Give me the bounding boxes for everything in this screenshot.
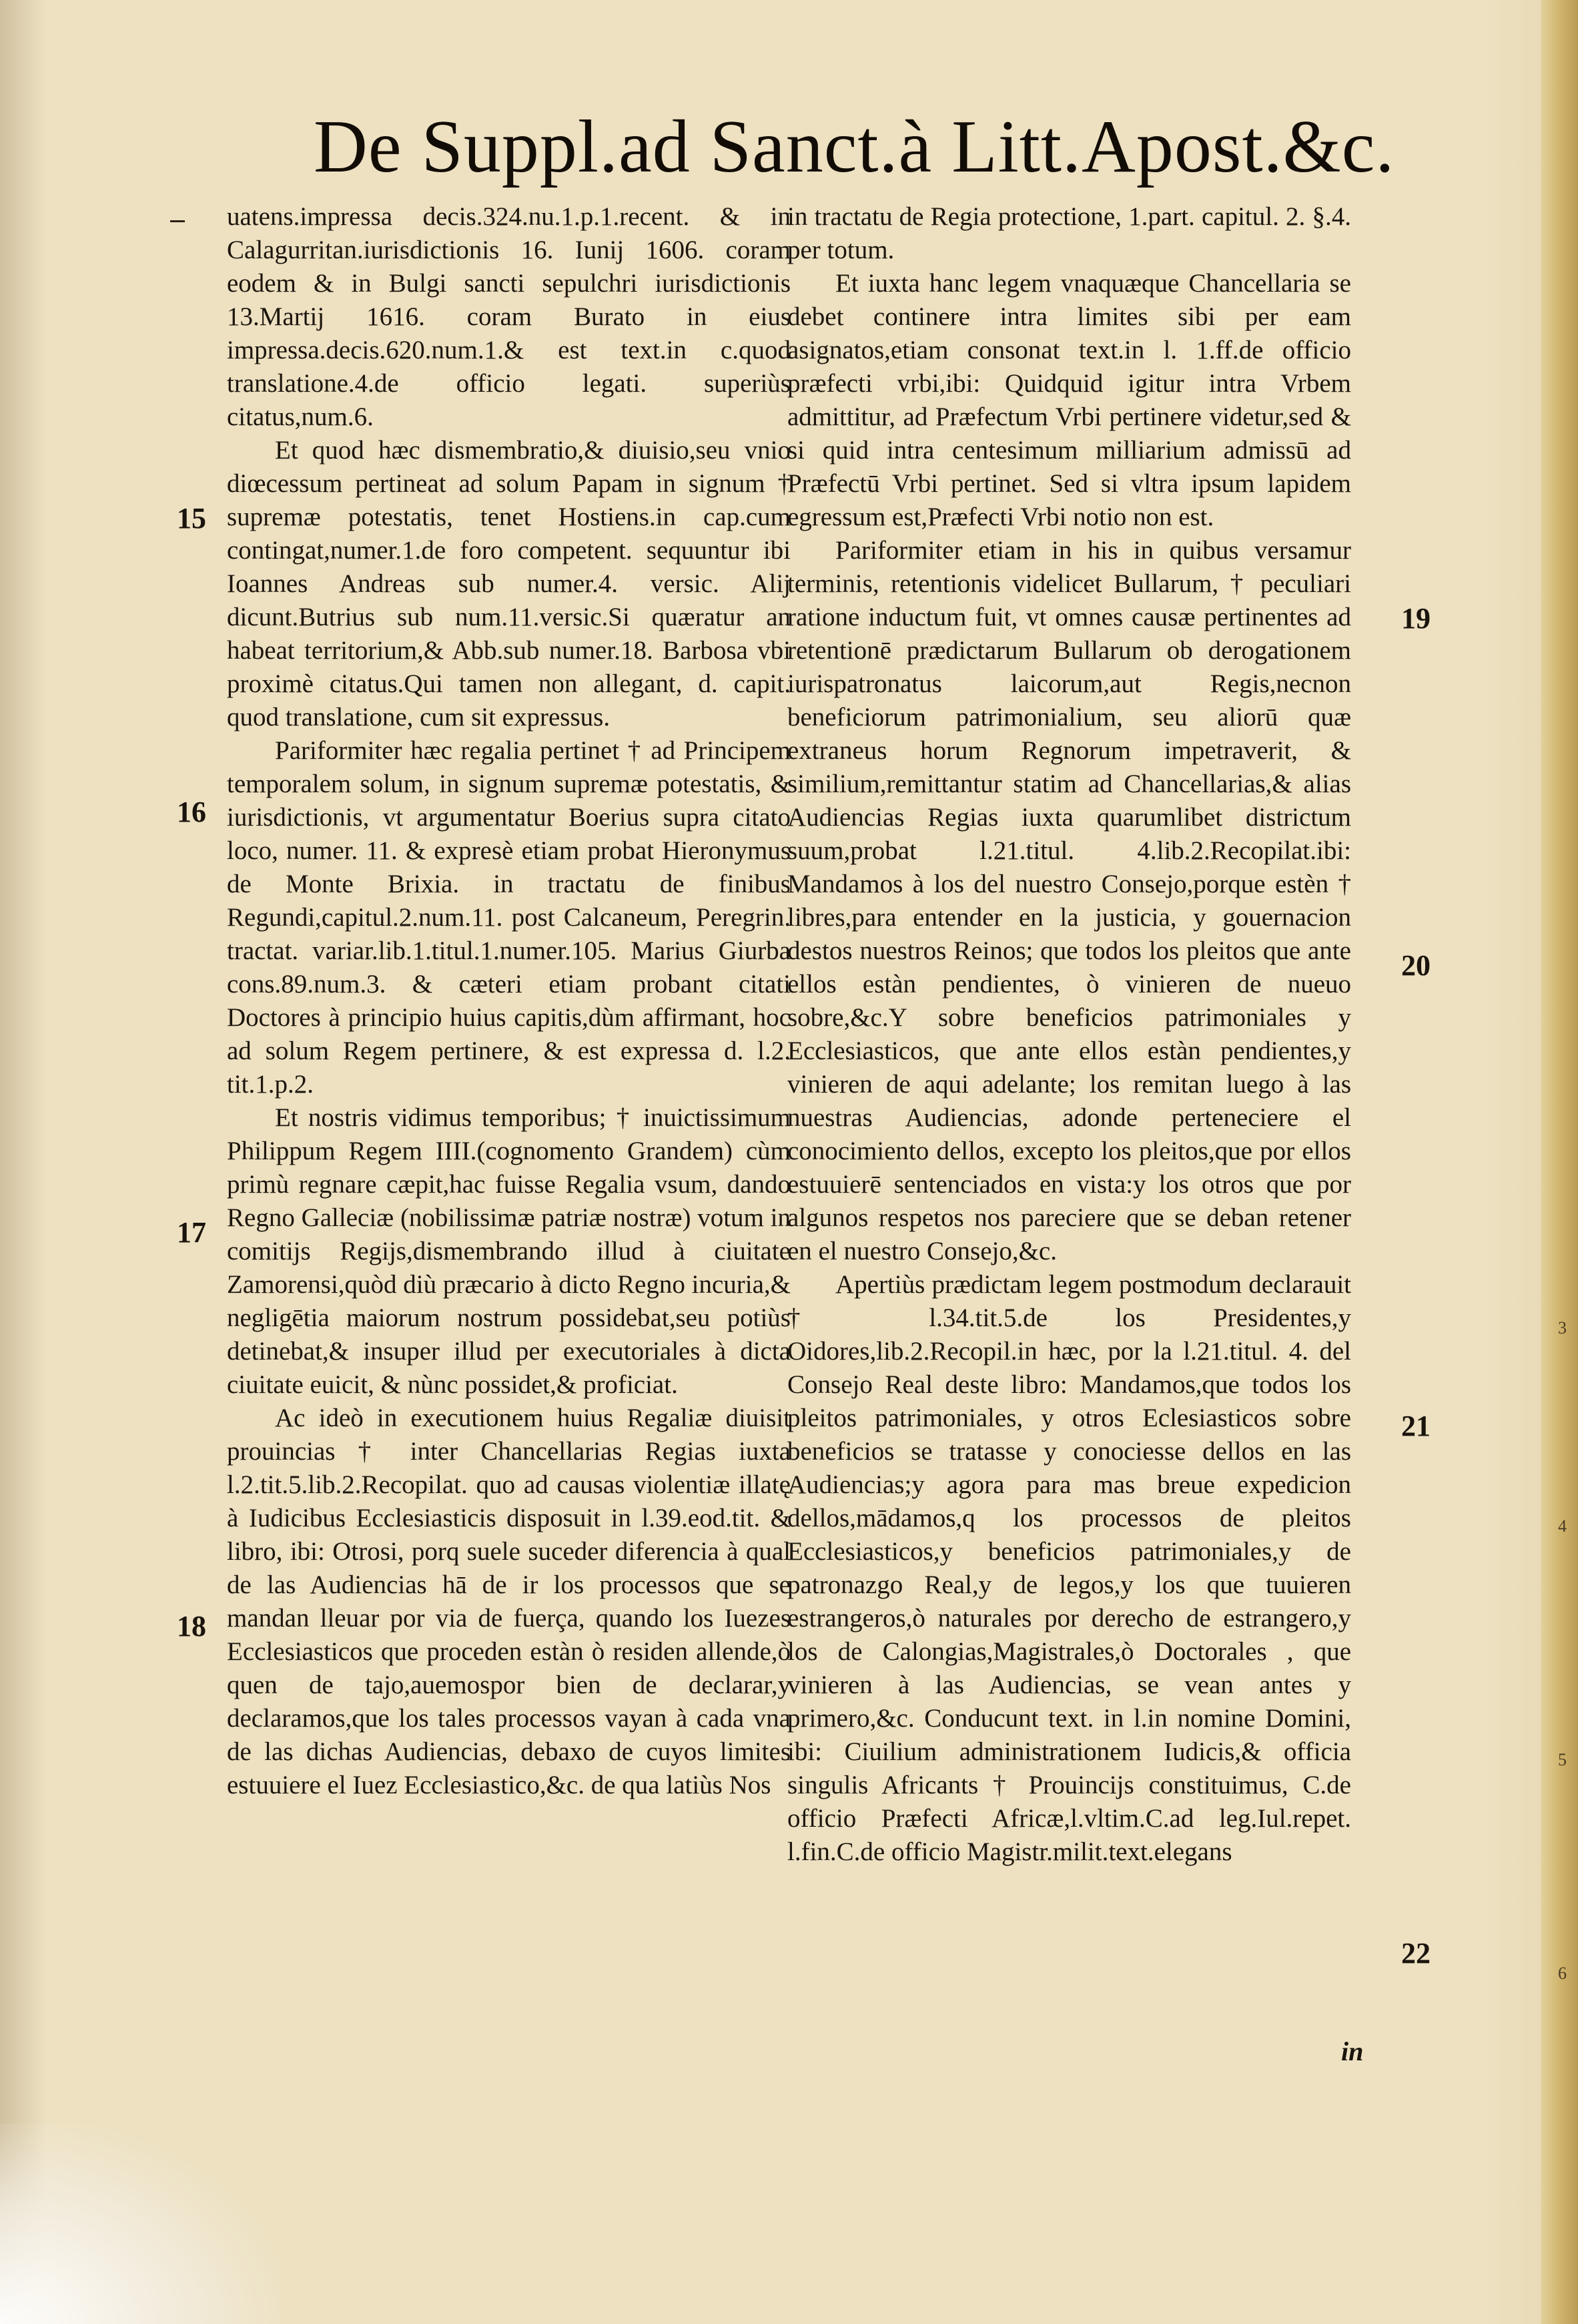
margin-number: 18 xyxy=(177,1610,206,1643)
paragraph: uatens.impressa decis.324.nu.1.p.1.recent. & in Calagurritan.iurisdictionis 16. Iunij 1606. coram eodem & in Bulgi sancti sepulchri iurisdictionis 13.Martij 1616. coram Burato in eius impressa.decis.620.num.1.& est text.in c.quod translatione.4.de officio legati. superiùs citatus,num.6. xyxy=(227,202,791,431)
edge-number: 6 xyxy=(1558,1964,1567,1983)
edge-number: 5 xyxy=(1558,1750,1567,1769)
margin-number: 22 xyxy=(1401,1937,1431,1970)
margin-number: 16 xyxy=(177,796,206,828)
margin-number: 20 xyxy=(1401,949,1431,982)
paragraph: Apertiùs prædictam legem postmodum declarauit † l.34.tit.5.de los Presidentes,y Oidores,lib.2.Recopil.in hæc, por la l.21.titul. 4. del Consejo Real deste libro: Mandamos,que todos los pleitos patrimoniales, y otros Eclesiasticos sobre beneficios se tratasse y conociesse dellos en las Audiencias;y agora para mas breue expedicion dellos,mādamos,q los processos de pleitos Ecclesiasticos,y beneficios patrimoniales,y de patronazgo Real,y de legos,y los que tuuieren estrangeros,ò naturales por derecho de estrangero,y los de Calongias,Magistrales,ò Doctorales , que vinieren à las Audiencias, se vean antes y primero,&c. Conducunt text. in l.in nomine Domini, ibi: Ciuilium administrationem Iudicis,& officia singulis Africants † Prouincijs constituimus, C.de officio Præfecti Africæ,l.vltim.C.ad leg.Iul.repet. l.fin.C.de officio Magistr.milit.text.elegans xyxy=(787,1270,1351,1866)
margin-number: 17 xyxy=(177,1216,206,1249)
paragraph: Ac ideò in executionem huius Regaliæ diuisit prouincias † inter Chancellarias Regias iuxta l.2.tit.5.lib.2.Recopilat. quo ad causas violentiæ illatę à Iudicibus Ecclesiasticis disposuit in l.39.eod.tit. & libro, ibi: Otrosi, porq suele suceder diferencia à qual de las Audiencias hā de ir los processos que se mandan lleuar por via de fuerça, quando los Iuezes Ecclesiasticos que proceden estàn ò residen allende,ò quen de tajo,auemospor bien de declarar,y declaramos,que los tales processos vayan à cada vna de las dichas Audiencias, debaxo de cuyos limites estuuiere el Iuez Ecclesiastico,&c. de qua latiùs Nos xyxy=(227,1404,791,1799)
edge-number: 4 xyxy=(1558,1516,1567,1536)
paragraph: Et iuxta hanc legem vnaquæque Chancellaria se debet continere intra limites sibi per eam asignatos,etiam consonat text.in l. 1.ff.de officio præfecti vrbi,ibi: Quidquid igitur intra Vrbem admittitur, ad Præfectum Vrbi pertinere videtur,sed & si quid intra centesimum milliarium admissū ad Præfectū Vrbi pertinet. Sed si vltra ipsum lapidem egressum est,Præfecti Vrbi notio non est. xyxy=(787,269,1351,531)
right-column xyxy=(787,200,1351,1869)
paragraph: Et nostris vidimus temporibus; † inuictissimum Philippum Regem IIII.(cognomento Grandem) cùm primù regnare cæpit,hac fuisse Regalia vsum, dando Regno Galleciæ (nobilissimæ patriæ nostræ) votum in comitijs Regijs,dismembrando illud à ciuitate Zamorensi,quòd diù præcario à dicto Regno incuria,& negligētia maiorum nostrum possidebat,seu potiùs detinebat,& insuper illud per executoriales à dicta ciuitate euicit, & nùnc possidet,& proficiat. xyxy=(227,1103,791,1399)
paragraph: in tractatu de Regia protectione, 1.part. capitul. 2. §.4. per totum. xyxy=(787,202,1351,264)
left-column xyxy=(227,200,791,1802)
paragraph: Pariformiter hæc regalia pertinet † ad Principem temporalem solum, in signum supremæ potestatis, & iurisdictionis, vt argumentatur Boerius supra citato loco, numer. 11. & expresè etiam probat Hieronymus de Monte Brixia. in tractatu de finibus Regundi,capitul.2.num.11. post Calcaneum, Peregrin. tractat. variar.lib.1.titul.1.numer.105. Marius Giurba cons.89.num.3. & cæteri etiam probant citati Doctores à principio huius capitis,dùm affirmant, hoc ad solum Regem pertinere, & est expressa d. l.2. tit.1.p.2. xyxy=(227,736,791,1099)
catchword: in xyxy=(1341,2036,1364,2066)
paragraph: Pariformiter etiam in his in quibus versamur terminis, retentionis videlicet Bullarum, † peculiari ratione inductum fuit, vt omnes causæ pertinentes ad retentionē prædictarum Bullarum ob derogationem iurispatronatus laicorum,aut Regis,necnon beneficiorum patrimonialium, seu aliorū quæ extraneus horum Regnorum impetraverit, & similium,remittantur statim ad Chancellarias,& alias Audiencias Regias iuxta quarumlibet districtum suum,probat l.21.titul. 4.lib.2.Recopilat.ibi: Mandamos à los del nuestro Consejo,porque estèn † libres,para entender en la justicia, y gouernacion destos nuestros Reinos; que todos los pleitos que ante ellos estàn pendientes, ò vinieren de nueuo sobre,&c.Y sobre beneficios patrimoniales y Ecclesiasticos, que ante ellos estàn pendientes,y vinieren de aqui adelante; los remitan luego à las nuestras Audiencias, adonde perteneciere el conocimiento dellos, excepto los pleitos,que por ellos estuuierē sentenciados en vista:y los otros que por algunos respetos nos pareciere que se deban retener en el nuestro Consejo,&c. xyxy=(787,536,1351,1265)
running-title: De Suppl.ad Sanct.à Litt.Apost.&c. xyxy=(314,105,1395,188)
margin-number: 15 xyxy=(177,502,206,535)
paper-stain xyxy=(0,2124,280,2324)
margin-number: 21 xyxy=(1401,1410,1431,1442)
paragraph: Et quod hæc dismembratio,& diuisio,seu vnio diœcessum pertineat ad solum Papam in signum † supremæ potestatis, tenet Hostiens.in cap.cum contingat,numer.1.de foro competent. sequuntur ibi Ioannes Andreas sub numer.4. versic. Alij dicunt.Butrius sub num.11.versic.Si quæratur an habeat territorium,& Abb.sub numer.18. Barbosa vbi proximè citatus.Qui tamen non allegant, d. capit. quod translatione, cum sit expressus. xyxy=(227,436,791,732)
edge-number: 3 xyxy=(1558,1318,1567,1338)
margin-number: 19 xyxy=(1401,602,1431,635)
margin-dash xyxy=(170,220,185,222)
